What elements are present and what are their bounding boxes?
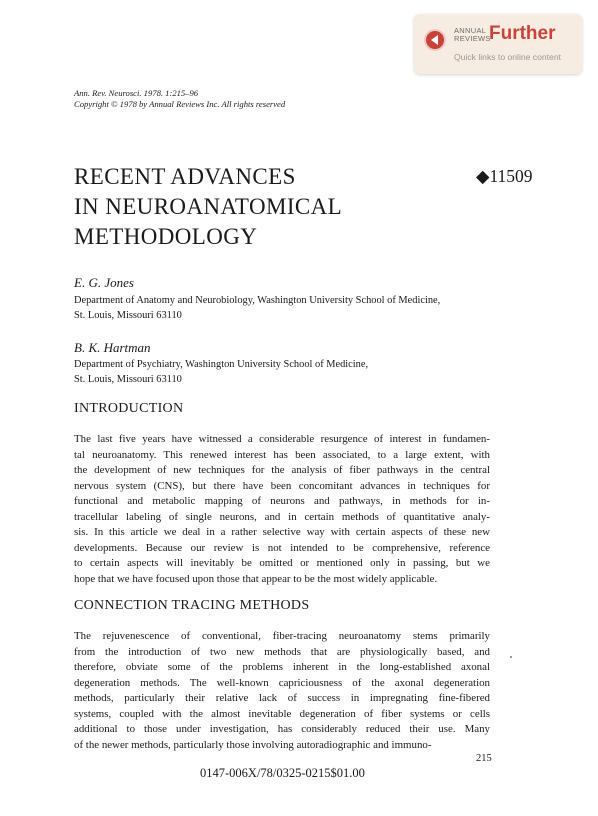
section-heading: INTRODUCTION <box>74 401 184 416</box>
section-heading: CONNECTION TRACING METHODS <box>74 598 310 613</box>
author-name: B. K. Hartman <box>74 340 151 355</box>
text-line: The rejuvenescence of conventional, fiber-tracing neuroanatomy stems primarily <box>74 630 490 642</box>
annual-reviews-logo-icon <box>424 29 446 51</box>
text-line: of the newer methods, particularly those involving autoradiographic and immuno- <box>74 738 432 751</box>
text-line: the development of new techniques for the analysis of fiber pathways in the central <box>74 464 490 476</box>
affiliation-line: St. Louis, Missouri 63110 <box>74 310 182 321</box>
author-name: E. G. Jones <box>74 275 134 290</box>
text-line: methods, particularly their relative lack of success in impregnating fine-fibered <box>74 692 490 704</box>
text-line: to certain aspects will inevitably be omitted or mentioned only in passing, but we <box>74 557 490 569</box>
page-number: 215 <box>476 753 492 764</box>
text-line: nervous system (CNS), but there have been concomitant advances in techniques for <box>74 479 490 492</box>
copyright-notice: Copyright © 1978 by Annual Reviews Inc. All rights reserved <box>74 99 286 109</box>
text-line: systems, coupled with the almost inevitable degeneration of fiber systems or cells <box>74 707 490 720</box>
author-affiliation <box>74 357 368 387</box>
text-line: hope that we have focused upon those that appear to be the most widely applicable. <box>74 572 438 585</box>
body-paragraph <box>74 432 490 587</box>
title-line: RECENT ADVANCES <box>74 164 296 189</box>
article-title <box>74 162 342 252</box>
text-line: sis. In this article we deal in a rather selective way with certain aspects of these new <box>74 526 490 538</box>
text-line: from the introduction of two new methods that are physiologically based, and <box>74 645 490 658</box>
margin-speck <box>510 656 512 658</box>
text-line: tracellular labeling of single neurons, and in certain methods of quantitative analy- <box>74 510 490 523</box>
footer-code: 0147-006X/78/0325-0215$01.00 <box>200 766 365 780</box>
affiliation-line: Department of Psychiatry, Washington University School of Medicine, <box>74 359 369 370</box>
banner-subtitle: Quick links to online content <box>454 52 562 62</box>
journal-citation: Ann. Rev. Neurosci. 1978. 1:215–96 <box>74 88 199 98</box>
title-line: METHODOLOGY <box>74 224 258 249</box>
text-line: additional to those under investigation, has considerably reduced their use. Many <box>74 723 490 735</box>
text-line: degeneration methods. The well-known capriciousness of the axonal degeneration <box>74 676 490 689</box>
body-paragraph <box>74 629 490 753</box>
banner-reviews-label: REVIEWS <box>454 34 491 43</box>
author-affiliation <box>74 293 440 323</box>
annual-reviews-further-banner[interactable] <box>414 14 582 74</box>
article-code: ◆11509 <box>476 166 533 186</box>
title-line: IN NEUROANATOMICAL <box>74 194 343 219</box>
text-line: developments. Because our review is not intended to be comprehensive, reference <box>74 541 490 554</box>
affiliation-line: Department of Anatomy and Neurobiology, Washington University School of Medicine, <box>74 295 441 306</box>
text-line: therefore, obviate some of the problems inherent in the long-established axonal <box>74 661 490 673</box>
text-line: tal neuroanatomy. This renewed interest has been associated, to a large extent, with <box>74 448 490 461</box>
text-line: functional and metabolic mapping of neurons and pathways, in methods for in- <box>74 495 490 507</box>
affiliation-line: St. Louis, Missouri 63110 <box>74 374 182 385</box>
banner-annual-label: ANNUAL <box>454 26 487 35</box>
text-line: The last five years have witnessed a considerable resurgence of interest in fundamen- <box>74 433 490 445</box>
banner-further-label: Further <box>489 23 556 44</box>
